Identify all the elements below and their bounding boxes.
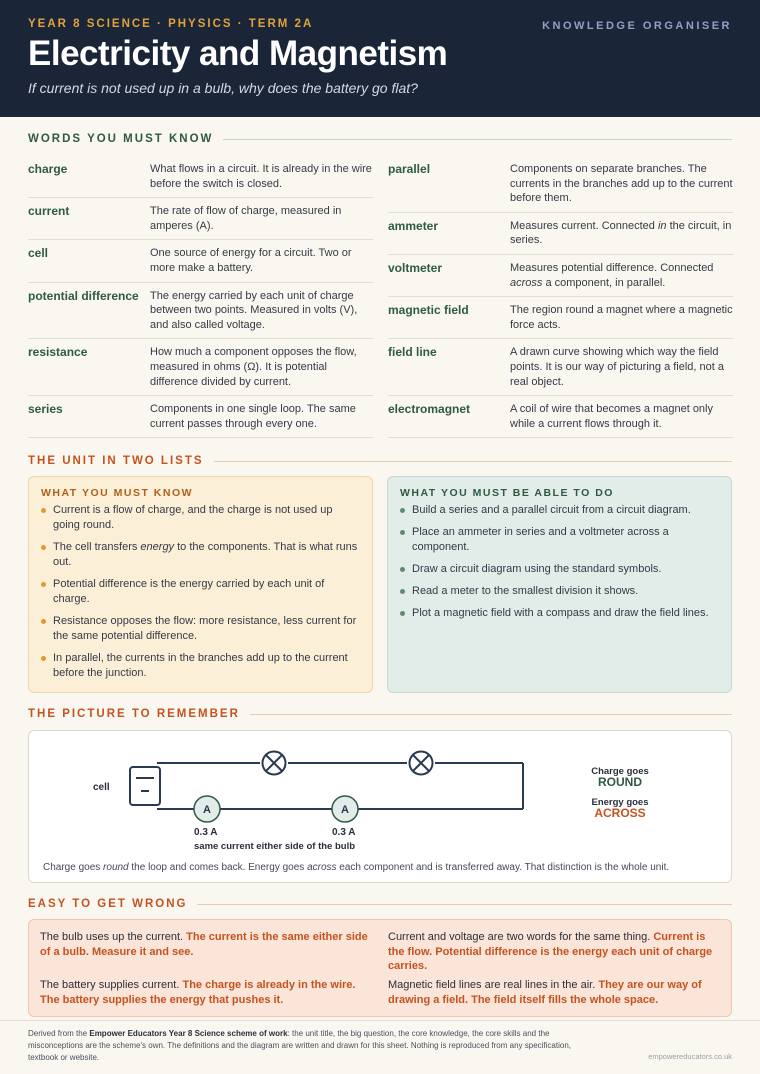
section-wrong-heading	[28, 898, 732, 910]
list-item: Build a series and a parallel circuit from a circuit diagram.	[400, 503, 719, 518]
list-item	[41, 540, 360, 570]
divider	[197, 904, 732, 905]
misconception-correction: They are our way of drawing a field. The field itself fills the whole space.	[388, 979, 702, 1006]
circuit-diagram-panel	[28, 730, 732, 883]
glossary-term: resistance	[28, 345, 88, 360]
misconception-item	[40, 978, 375, 1007]
glossary-definition: A drawn curve showing which way the field points. It is our way of picturing a field, not a real object.	[510, 346, 725, 388]
caption-text: each component and is transferred away. That distinction is the whole unit.	[336, 862, 670, 873]
list-item-text: The cell transfers	[53, 541, 141, 553]
definition-text: Measures potential difference. Connected	[510, 261, 714, 274]
misconception-correction: The charge is already in the wire. The battery supplies the energy that pushes it.	[40, 979, 356, 1006]
must-do-list	[400, 503, 719, 621]
misconception-correction: Current is the flow. Potential difference is the energy each unit of charge carries.	[388, 931, 713, 973]
divider	[223, 139, 732, 140]
website-link[interactable]: empowereducators.co.uk	[648, 1052, 732, 1061]
big-question: If current is not used up in a bulb, why does the battery go flat?	[28, 80, 418, 96]
divider	[250, 714, 732, 715]
footer-text: Derived from the	[28, 1029, 90, 1038]
glossary-definition	[510, 213, 733, 254]
ammeter-reading: 0.3 A	[194, 827, 218, 838]
list-item: In parallel, the currents in the branches add up to the current before the junction.	[41, 651, 360, 681]
list-item: Draw a circuit diagram using the standard symbols.	[400, 562, 719, 577]
glossary-row	[388, 396, 733, 438]
footer-text: : the unit title, the big question, the core knowledge, the core skills and the misconceptions are the scheme's own. The definitions and the diagram are written and drawn for this sheet. Nothing is reproduced from any specification, textbook or website.	[28, 1029, 571, 1062]
document-tag: KNOWLEDGE ORGANISER	[542, 20, 732, 32]
glossary-row	[28, 240, 373, 282]
caption-text: the loop and comes back. Energy goes	[128, 862, 308, 873]
glossary-row	[388, 297, 733, 339]
glossary-term: field line	[388, 345, 437, 360]
list-item: Resistance opposes the flow: more resistance, less current for the same potential difference.	[41, 614, 360, 644]
glossary-term: ammeter	[388, 218, 439, 233]
misconception-item	[388, 978, 723, 1007]
list-item-emphasis: energy	[140, 541, 175, 553]
glossary-left	[28, 156, 373, 438]
glossary-definition: A coil of wire that becomes a magnet only while a current flows through it.	[510, 403, 713, 430]
must-know-list	[41, 503, 360, 681]
misconception-correction: The current is the same either side of a bulb. Measure it and see.	[40, 931, 368, 958]
glossary-term: voltmeter	[388, 260, 443, 275]
ammeter-symbol: A	[203, 804, 211, 816]
glossary-term: parallel	[388, 162, 431, 176]
glossary-term: cell	[28, 246, 49, 261]
definition-emphasis: in	[657, 219, 667, 232]
diagram-caption	[43, 862, 669, 873]
glossary-row	[388, 339, 733, 396]
list-item: Read a meter to the smallest division it shows.	[400, 584, 719, 599]
glossary-definition: The energy carried by each unit of charge between two points. Measured in volts (V), and also called voltage.	[150, 289, 358, 331]
ammeter-icon	[194, 796, 220, 822]
list-item: Potential difference is the energy carried by each unit of charge.	[41, 577, 360, 607]
misconception-claim: Current and voltage are two words for the same thing.	[388, 931, 654, 943]
footer-divider	[0, 1020, 760, 1021]
glossary-term: charge	[28, 162, 68, 176]
glossary-definition: The rate of flow of charge, measured in amperes (A).	[150, 205, 342, 232]
glossary-definition: Components in one single loop. The same current passes through every one.	[150, 403, 356, 430]
list-item-text: to the components. That is what runs out.	[53, 541, 358, 568]
misconceptions-box	[28, 919, 732, 1017]
same-current-note: same current either side of the bulb	[194, 841, 356, 852]
caption-emphasis: across	[307, 862, 337, 873]
glossary-row	[388, 255, 733, 297]
across-label: ACROSS	[594, 806, 646, 820]
list-item: Place an ammeter in series and a voltmeter across a component.	[400, 525, 719, 555]
glossary-row	[388, 213, 733, 255]
ammeter-icon	[332, 796, 358, 822]
course-eyebrow: YEAR 8 SCIENCE · PHYSICS · TERM 2A	[28, 18, 314, 30]
glossary-row	[28, 198, 373, 240]
page-title: Electricity and Magnetism	[28, 34, 448, 73]
glossary-definition: The region round a magnet where a magnetic force acts.	[510, 304, 733, 331]
definition-text: the circuit, in series.	[510, 219, 732, 247]
misconception-claim: The bulb uses up the current.	[40, 931, 187, 943]
glossary-term: current	[28, 204, 70, 219]
glossary-term: series	[28, 402, 63, 417]
bulb-icon	[263, 752, 286, 775]
glossary-definition: How much a component opposes the flow, measured in ohms (Ω). It is potential difference divided by current.	[150, 346, 357, 388]
glossary-definition	[510, 255, 733, 296]
caption-emphasis: round	[103, 862, 129, 873]
definition-text: Measures current. Connected	[510, 219, 658, 232]
glossary-row	[388, 156, 733, 213]
ammeter-symbol: A	[341, 804, 349, 816]
section-words-label: WORDS YOU MUST KNOW	[28, 133, 214, 145]
glossary-right	[388, 156, 733, 438]
glossary-row	[28, 283, 373, 340]
section-wrong-label: EASY TO GET WRONG	[28, 898, 188, 910]
must-know-box	[28, 476, 373, 693]
charge-goes-label: Charge goes	[591, 766, 649, 777]
misconception-item	[40, 930, 375, 959]
energy-goes-label: Energy goes	[591, 797, 649, 808]
bulb-icon	[410, 752, 433, 775]
cell-symbol	[130, 767, 160, 805]
list-item: Plot a magnetic field with a compass and draw the field lines.	[400, 606, 719, 621]
section-picture-label: THE PICTURE TO REMEMBER	[28, 708, 240, 720]
section-words-heading	[28, 133, 732, 145]
section-picture-heading	[28, 708, 732, 720]
round-label: ROUND	[598, 775, 642, 789]
footer-note	[28, 1028, 588, 1064]
cell-label: cell	[93, 782, 110, 793]
glossary-row	[28, 396, 373, 438]
section-lists-label: THE UNIT IN TWO LISTS	[28, 455, 204, 467]
definition-emphasis: across	[510, 276, 543, 289]
misconception-claim: Magnetic field lines are real lines in the air.	[388, 979, 599, 991]
divider	[214, 461, 732, 462]
glossary-definition: Components on separate branches. The currents in the branches add up to the current before them.	[510, 163, 733, 205]
glossary-definition: What flows in a circuit. It is already in the wire before the switch is closed.	[150, 163, 372, 190]
footer-source: Empower Educators Year 8 Science scheme of work	[89, 1029, 288, 1038]
must-do-box	[387, 476, 732, 693]
glossary-row	[28, 156, 373, 198]
must-know-title: WHAT YOU MUST KNOW	[41, 487, 194, 499]
ammeter-reading: 0.3 A	[332, 827, 356, 838]
glossary-term: potential difference	[28, 288, 139, 303]
must-do-title: WHAT YOU MUST BE ABLE TO DO	[400, 487, 614, 499]
misconception-claim: The battery supplies current.	[40, 979, 183, 991]
list-item: Current is a flow of charge, and the charge is not used up going round.	[41, 503, 360, 533]
misconception-item	[388, 930, 723, 974]
caption-text: Charge goes	[43, 862, 104, 873]
glossary-definition: One source of energy for a circuit. Two or more make a battery.	[150, 247, 352, 274]
glossary-term: electromagnet	[388, 402, 471, 417]
header	[0, 0, 760, 117]
glossary-row	[28, 339, 373, 396]
section-lists-heading	[28, 455, 732, 467]
glossary-term: magnetic field	[388, 303, 469, 318]
definition-text: a component, in parallel.	[542, 276, 666, 289]
